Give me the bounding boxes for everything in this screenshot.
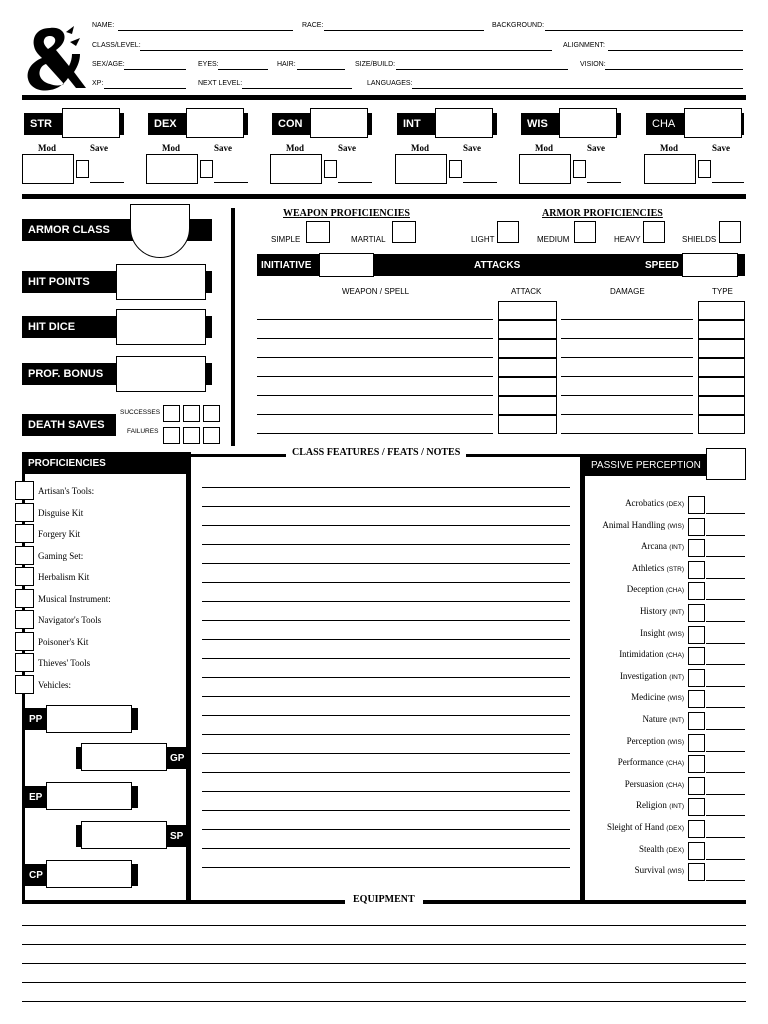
skill-bonus-field[interactable] <box>706 859 745 860</box>
skill-bonus-field[interactable] <box>706 578 745 579</box>
notes-line[interactable] <box>202 582 570 583</box>
skill-bonus-field[interactable] <box>706 707 745 708</box>
death-success-1[interactable] <box>163 405 180 422</box>
skill-bonus-field[interactable] <box>706 837 745 838</box>
attack-header: ATTACK <box>511 287 542 296</box>
attack-row-damage[interactable] <box>561 376 693 377</box>
attack-row-weapon[interactable] <box>257 376 493 377</box>
ability-label-str: STR <box>24 113 124 135</box>
name-field[interactable] <box>118 30 293 31</box>
attack-row-weapon[interactable] <box>257 357 493 358</box>
coin-label-gp: GP <box>76 747 186 769</box>
class-level-field[interactable] <box>140 50 552 51</box>
attack-row-bonus[interactable] <box>498 377 557 396</box>
skill-bonus-field[interactable] <box>706 751 745 752</box>
ability-score-wis[interactable] <box>559 108 617 138</box>
next-level-label: NEXT LEVEL: <box>198 80 243 87</box>
save-field-wis[interactable] <box>587 182 621 183</box>
skill-proficiency-checkbox[interactable] <box>688 561 705 579</box>
save-field-int[interactable] <box>463 182 497 183</box>
save-label-str: Save <box>90 143 108 153</box>
medium-checkbox[interactable] <box>574 221 596 243</box>
passive-perception-label: PASSIVE PERCEPTION <box>585 454 713 476</box>
skill-name: Performance <box>617 757 664 768</box>
notes-line[interactable] <box>202 525 570 526</box>
skill-bonus-field[interactable] <box>706 535 745 536</box>
coin-box-cp[interactable] <box>46 860 132 888</box>
skill-name: Animal Handling <box>602 519 666 530</box>
save-label-con: Save <box>338 143 356 153</box>
skill-bonus-field[interactable] <box>706 815 745 816</box>
save-prof-wis[interactable] <box>573 160 586 178</box>
proficiency-label: Vehicles: <box>38 679 71 690</box>
martial-label: MARTIAL <box>351 235 386 244</box>
skill-proficiency-checkbox[interactable] <box>688 669 705 687</box>
initiative-box[interactable] <box>319 253 374 277</box>
skill-proficiency-checkbox[interactable] <box>688 582 705 600</box>
skill-proficiency-checkbox[interactable] <box>688 820 705 838</box>
death-saves-label: DEATH SAVES <box>22 414 116 436</box>
vision-field[interactable] <box>605 69 743 70</box>
attack-row-damage[interactable] <box>561 319 693 320</box>
skill-ability: (CHA) <box>665 781 684 789</box>
skill-label <box>602 520 684 530</box>
eyes-label: EYES: <box>198 61 219 68</box>
proficiency-label: Gaming Set: <box>38 550 84 561</box>
skill-bonus-field[interactable] <box>706 772 745 773</box>
attack-row-bonus[interactable] <box>498 396 557 415</box>
attack-row-bonus[interactable] <box>498 358 557 377</box>
equipment-line[interactable] <box>22 963 746 964</box>
skill-label <box>627 736 684 746</box>
skill-name: Stealth <box>639 843 665 854</box>
coin-box-ep[interactable] <box>46 782 132 810</box>
attack-row-bonus[interactable] <box>498 339 557 358</box>
ability-label-int: INT <box>397 113 497 135</box>
hit-dice-label: HIT DICE <box>22 316 212 338</box>
skill-name: Deception <box>626 584 664 595</box>
sex-age-label: SEX/AGE: <box>92 61 125 68</box>
damage-header: DAMAGE <box>610 287 645 296</box>
death-failure-3[interactable] <box>203 427 220 444</box>
skill-ability: (INT) <box>669 673 684 681</box>
skill-ability: (WIS) <box>667 738 684 746</box>
save-label-dex: Save <box>214 143 232 153</box>
armor-class-label: ARMOR CLASS <box>22 219 212 241</box>
attack-row-weapon[interactable] <box>257 395 493 396</box>
proficiencies-title: PROFICIENCIES <box>22 452 188 474</box>
dnd-ampersand-logo <box>20 22 88 92</box>
ability-label-wis: WIS <box>521 113 621 135</box>
attack-row-type[interactable] <box>698 415 745 434</box>
skill-ability: (INT) <box>669 544 684 552</box>
race-label: RACE: <box>302 22 324 29</box>
size-build-label: SIZE/BUILD: <box>355 61 396 68</box>
skill-ability: (WIS) <box>667 522 684 530</box>
name-label: NAME: <box>92 22 115 29</box>
attack-row-weapon[interactable] <box>257 433 493 434</box>
skill-name: Sleight of Hand <box>607 822 665 832</box>
coin-box-pp[interactable] <box>46 705 132 733</box>
failures-label: FAILURES <box>127 428 159 435</box>
attack-row-bonus[interactable] <box>498 320 557 339</box>
notes-line[interactable] <box>202 639 570 640</box>
notes-line[interactable] <box>202 753 570 754</box>
skill-proficiency-checkbox[interactable] <box>688 712 705 730</box>
skill-label <box>641 541 684 551</box>
notes-line[interactable] <box>202 696 570 697</box>
weapon-spell-header: WEAPON / SPELL <box>342 287 410 296</box>
proficiency-checkbox[interactable] <box>15 589 34 608</box>
skill-bonus-field[interactable] <box>706 643 745 644</box>
attack-row-bonus[interactable] <box>498 415 557 434</box>
shields-checkbox[interactable] <box>719 221 741 243</box>
skill-bonus-field[interactable] <box>706 599 745 600</box>
attack-row-type[interactable] <box>698 320 745 339</box>
attack-row-damage[interactable] <box>561 338 693 339</box>
skill-ability: (INT) <box>669 609 684 616</box>
mod-box-wis[interactable] <box>519 154 571 184</box>
heavy-label: HEAVY <box>614 235 641 244</box>
proficiency-checkbox[interactable] <box>15 653 34 672</box>
skill-name: Religion <box>635 800 667 811</box>
attack-row-type[interactable] <box>698 377 745 396</box>
skill-bonus-field[interactable] <box>706 794 745 795</box>
save-prof-dex[interactable] <box>200 160 213 178</box>
death-success-2[interactable] <box>183 405 200 422</box>
skill-label <box>640 628 684 638</box>
hair-field[interactable] <box>297 69 345 70</box>
save-label-int: Save <box>463 143 481 153</box>
skill-bonus-field[interactable] <box>706 621 745 622</box>
armor-class-shield[interactable] <box>130 204 190 258</box>
skill-name: Medicine <box>631 692 666 703</box>
notes-line[interactable] <box>202 791 570 792</box>
save-prof-con[interactable] <box>324 160 337 178</box>
proficiency-label: Musical Instrument: <box>38 593 111 604</box>
sex-age-field[interactable] <box>124 69 186 70</box>
ability-score-con[interactable] <box>310 108 368 138</box>
skill-label <box>642 714 684 724</box>
heavy-checkbox[interactable] <box>643 221 665 243</box>
ability-label-con: CON <box>272 113 372 135</box>
languages-label: LANGUAGES: <box>367 80 413 87</box>
save-label-wis: Save <box>587 143 605 153</box>
skill-label <box>618 757 684 767</box>
notes-line[interactable] <box>202 810 570 811</box>
attack-row-damage[interactable] <box>561 395 693 396</box>
simple-label: SIMPLE <box>271 235 301 244</box>
skill-name: History <box>639 606 667 616</box>
skill-ability: (CHA) <box>665 652 684 660</box>
mod-label-wis: Mod <box>535 143 553 153</box>
mod-box-str[interactable] <box>22 154 74 184</box>
skill-proficiency-checkbox[interactable] <box>688 518 705 536</box>
class-level-label: CLASS/LEVEL: <box>92 42 141 49</box>
death-success-3[interactable] <box>203 405 220 422</box>
skill-ability: (INT) <box>669 717 684 724</box>
save-field-str[interactable] <box>90 182 124 183</box>
death-failure-2[interactable] <box>183 427 200 444</box>
skill-label <box>625 779 684 789</box>
mod-label-con: Mod <box>286 143 304 153</box>
mod-box-con[interactable] <box>270 154 322 184</box>
speed-label: SPEED <box>645 259 679 271</box>
proficiency-checkbox[interactable] <box>15 481 34 500</box>
proficiency-checkbox[interactable] <box>15 610 34 629</box>
skill-proficiency-checkbox[interactable] <box>688 690 705 708</box>
attack-row-damage[interactable] <box>561 414 693 415</box>
proficiency-label: Forgery Kit <box>38 529 81 539</box>
combat-vertical-divider <box>231 208 235 446</box>
skill-bonus-field[interactable] <box>706 556 745 557</box>
proficiency-checkbox[interactable] <box>15 503 34 522</box>
notes-line[interactable] <box>202 563 570 564</box>
equipment-title: EQUIPMENT <box>345 894 423 905</box>
attack-row-weapon[interactable] <box>257 414 493 415</box>
skill-label <box>632 563 684 573</box>
prof-bonus-label: PROF. BONUS <box>22 363 212 385</box>
notes-line[interactable] <box>202 848 570 849</box>
skill-name: Arcana <box>640 541 667 552</box>
ability-score-str[interactable] <box>62 108 120 138</box>
notes-line[interactable] <box>202 715 570 716</box>
skill-label <box>635 865 684 875</box>
size-build-field[interactable] <box>396 69 568 70</box>
equipment-line[interactable] <box>22 944 746 945</box>
proficiency-checkbox[interactable] <box>15 567 34 586</box>
skill-label <box>627 584 684 594</box>
coin-label-pp: PP <box>24 708 138 730</box>
alignment-field[interactable] <box>608 50 743 51</box>
skill-ability: (CHA) <box>665 760 684 768</box>
skill-label <box>631 692 684 702</box>
notes-line[interactable] <box>202 772 570 773</box>
proficiencies-right-border <box>186 452 191 902</box>
coin-label-ep: EP <box>24 786 138 808</box>
skill-ability: (CHA) <box>665 587 684 595</box>
race-field[interactable] <box>324 30 484 31</box>
skill-proficiency-checkbox[interactable] <box>688 842 705 860</box>
successes-label: SUCCESSES <box>120 409 161 416</box>
notes-line[interactable] <box>202 601 570 602</box>
skill-label <box>640 606 684 616</box>
attack-row-type[interactable] <box>698 339 745 358</box>
skill-ability: (INT) <box>669 803 684 811</box>
skill-ability: (WIS) <box>667 868 684 876</box>
attack-row-type[interactable] <box>698 301 745 320</box>
notes-line[interactable] <box>202 506 570 507</box>
abilities-divider <box>22 194 746 199</box>
hair-label: HAIR: <box>277 61 296 68</box>
skill-label <box>607 822 684 832</box>
mod-label-dex: Mod <box>162 143 180 153</box>
attack-row-bonus[interactable] <box>498 301 557 320</box>
notes-line[interactable] <box>202 620 570 621</box>
attack-row-weapon[interactable] <box>257 319 493 320</box>
skill-ability: (DEX) <box>666 501 684 508</box>
skill-label <box>639 844 684 854</box>
header-divider <box>22 95 746 100</box>
mod-label-str: Mod <box>38 143 56 153</box>
skill-name: Acrobatics <box>625 498 665 508</box>
death-failure-1[interactable] <box>163 427 180 444</box>
notes-line[interactable] <box>202 867 570 868</box>
save-field-dex[interactable] <box>214 182 248 183</box>
light-label: LIGHT <box>471 235 495 244</box>
skill-bonus-field[interactable] <box>706 513 745 514</box>
notes-line[interactable] <box>202 734 570 735</box>
proficiency-label: Navigator's Tools <box>38 615 102 625</box>
skill-name: Nature <box>642 714 667 724</box>
prof-bonus-box[interactable] <box>116 356 206 392</box>
simple-checkbox[interactable] <box>306 221 330 243</box>
equipment-line[interactable] <box>22 1001 746 1002</box>
skill-name: Investigation <box>619 670 667 681</box>
proficiency-label: Thieves' Tools <box>38 658 91 668</box>
speed-box[interactable] <box>682 253 738 277</box>
xp-label: XP: <box>92 80 104 87</box>
languages-field[interactable] <box>412 88 743 89</box>
mod-box-cha[interactable] <box>644 154 696 184</box>
medium-label: MEDIUM <box>537 235 570 244</box>
attack-row-weapon[interactable] <box>257 338 493 339</box>
proficiency-label: Herbalism Kit <box>38 572 90 582</box>
skill-proficiency-checkbox[interactable] <box>688 626 705 644</box>
notes-line[interactable] <box>202 658 570 659</box>
light-checkbox[interactable] <box>497 221 519 243</box>
skill-ability: (DEX) <box>666 846 684 854</box>
notes-line[interactable] <box>202 487 570 488</box>
attacks-label: ATTACKS <box>474 259 521 271</box>
coin-label-sp: SP <box>76 825 186 847</box>
skills-left-border <box>580 454 585 902</box>
shields-label: SHIELDS <box>682 235 717 244</box>
attack-row-type[interactable] <box>698 396 745 415</box>
skill-ability: (STR) <box>666 565 684 573</box>
armor-proficiencies-title: ARMOR PROFICIENCIES <box>542 208 663 219</box>
skill-name: Athletics <box>631 562 665 573</box>
save-prof-int[interactable] <box>449 160 462 178</box>
mod-box-int[interactable] <box>395 154 447 184</box>
skill-bonus-field[interactable] <box>706 729 745 730</box>
skill-proficiency-checkbox[interactable] <box>688 755 705 773</box>
skill-proficiency-checkbox[interactable] <box>688 604 705 622</box>
save-field-con[interactable] <box>338 182 372 183</box>
skill-label <box>625 498 684 508</box>
coin-box-sp[interactable] <box>81 821 167 849</box>
notes-line[interactable] <box>202 677 570 678</box>
hit-points-box[interactable] <box>116 264 206 300</box>
save-field-cha[interactable] <box>712 182 744 183</box>
ability-score-int[interactable] <box>435 108 493 138</box>
skill-label <box>636 800 684 810</box>
equipment-line[interactable] <box>22 925 746 926</box>
mod-box-dex[interactable] <box>146 154 198 184</box>
background-field[interactable] <box>545 30 743 31</box>
notes-title: CLASS FEATURES / FEATS / NOTES <box>286 447 466 458</box>
skill-label <box>619 649 684 659</box>
eyes-field[interactable] <box>218 69 268 70</box>
mod-label-int: Mod <box>411 143 429 153</box>
proficiency-checkbox[interactable] <box>15 524 34 543</box>
skill-proficiency-checkbox[interactable] <box>688 496 705 514</box>
martial-checkbox[interactable] <box>392 221 416 243</box>
notes-line[interactable] <box>202 829 570 830</box>
ability-score-dex[interactable] <box>186 108 244 138</box>
skill-name: Persuasion <box>624 778 664 789</box>
skill-proficiency-checkbox[interactable] <box>688 777 705 795</box>
ability-label-dex: DEX <box>148 113 248 135</box>
weapon-proficiencies-title: WEAPON PROFICIENCIES <box>283 208 410 219</box>
coin-label-cp: CP <box>24 864 138 886</box>
save-prof-str[interactable] <box>76 160 89 178</box>
skill-name: Insight <box>640 627 666 638</box>
proficiency-checkbox[interactable] <box>15 675 34 694</box>
proficiency-label: Artisan's Tools: <box>38 486 95 496</box>
skill-label <box>620 671 684 681</box>
next-level-field[interactable] <box>242 88 352 89</box>
passive-perception-box[interactable] <box>706 448 746 480</box>
attack-row-damage[interactable] <box>561 433 693 434</box>
skill-proficiency-checkbox[interactable] <box>688 647 705 665</box>
skill-ability: (DEX) <box>666 825 684 832</box>
attack-row-type[interactable] <box>698 358 745 377</box>
save-prof-cha[interactable] <box>698 160 711 178</box>
skill-proficiency-checkbox[interactable] <box>688 798 705 816</box>
skill-bonus-field[interactable] <box>706 880 745 881</box>
skill-name: Intimidation <box>619 649 664 660</box>
skill-proficiency-checkbox[interactable] <box>688 539 705 557</box>
coin-box-gp[interactable] <box>81 743 167 771</box>
alignment-label: ALIGNMENT: <box>563 42 606 49</box>
skill-bonus-field[interactable] <box>706 664 745 665</box>
skill-name: Perception <box>626 735 666 746</box>
proficiency-label: Disguise Kit <box>38 507 84 518</box>
notes-line[interactable] <box>202 544 570 545</box>
type-header: TYPE <box>712 287 733 296</box>
vision-label: VISION: <box>580 61 606 68</box>
skill-bonus-field[interactable] <box>706 686 745 687</box>
hit-points-label: HIT POINTS <box>22 271 212 293</box>
save-label-cha: Save <box>712 143 730 153</box>
ability-label-cha: CHA <box>646 113 744 135</box>
xp-field[interactable] <box>104 88 186 89</box>
initiative-label: INITIATIVE <box>257 254 319 276</box>
attack-row-damage[interactable] <box>561 357 693 358</box>
proficiency-label: Poisoner's Kit <box>38 636 89 647</box>
background-label: BACKGROUND: <box>492 22 545 29</box>
equipment-line[interactable] <box>22 982 746 983</box>
ability-score-cha[interactable] <box>684 108 742 138</box>
hit-dice-box[interactable] <box>116 309 206 345</box>
proficiency-checkbox[interactable] <box>15 546 34 565</box>
skill-name: Survival <box>634 865 666 876</box>
proficiency-checkbox[interactable] <box>15 632 34 651</box>
skill-ability: (WIS) <box>667 695 684 703</box>
skill-proficiency-checkbox[interactable] <box>688 863 705 881</box>
skill-proficiency-checkbox[interactable] <box>688 734 705 752</box>
skill-ability: (WIS) <box>667 630 684 638</box>
mod-label-cha: Mod <box>660 143 678 153</box>
